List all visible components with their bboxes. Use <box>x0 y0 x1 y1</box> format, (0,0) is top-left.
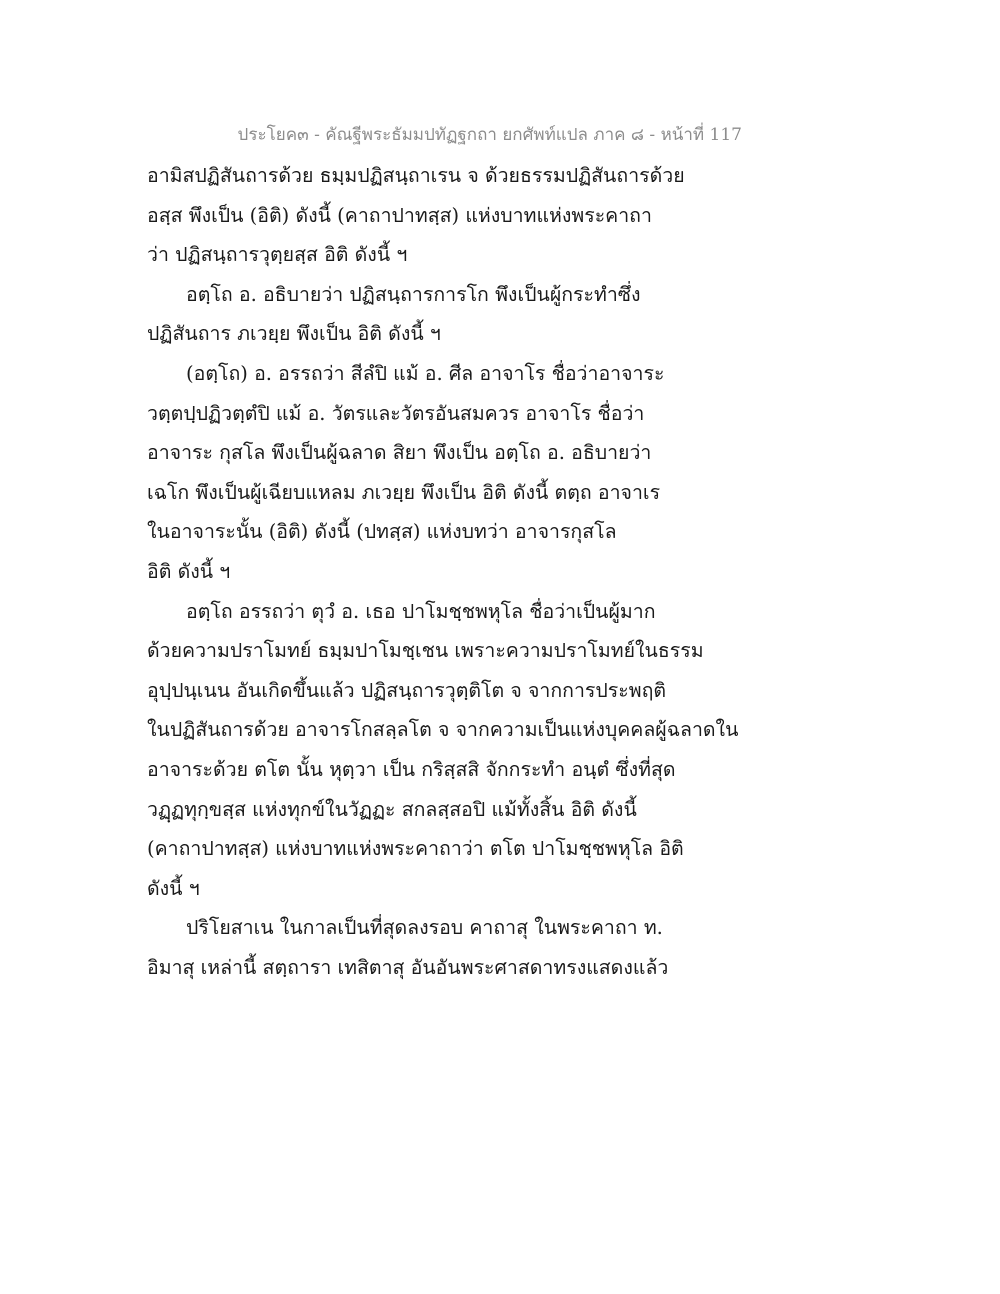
text-line: อสฺส พึงเป็น (อิติ) ดังนี้ (คาถาปาทสฺส) แห่งบาทแห่งพระคาถา <box>147 203 652 227</box>
running-header: ประโยค๓ - คัณฐีพระธัมมปทัฏฐกถา ยกศัพท์แปล ภาค ๘ - หน้าที่ 117 <box>237 125 742 145</box>
text-line: วฏฺฏทุกฺขสฺส แห่งทุกข์ในวัฏฏะ สกลสฺสอปิ แม้ทั้งสิ้น อิติ ดังนี้ <box>147 797 637 821</box>
text-line: อิติ ดังนี้ ฯ <box>147 559 231 583</box>
text-line: ในปฏิสันถารด้วย อาจารโกสลฺลโต จ จากความเป็นแห่งบุคคลผู้ฉลาดใน <box>147 718 739 742</box>
text-line: ปฏิสันถาร ภเวยฺย พึงเป็น อิติ ดังนี้ ฯ <box>147 322 441 346</box>
paragraph-first-line: (อตฺโถ) อ. อรรถว่า สีลํปิ แม้ อ. ศีล อาจาโร ชื่อว่าอาจาระ <box>186 361 665 385</box>
text-line: เฉโก พึงเป็นผู้เฉียบแหลม ภเวยฺย พึงเป็น อิติ ดังนี้ ตตฺถ อาจาเร <box>147 480 661 504</box>
text-line: อาจาระด้วย ตโต นั้น หุตฺวา เป็น กริสฺสสิ จักกระทำ อนฺตํ ซึ่งที่สุด <box>147 757 676 781</box>
text-line: (คาถาปาทสฺส) แห่งบาทแห่งพระคาถาว่า ตโต ปาโมชฺชพหุโล อิติ <box>147 837 684 861</box>
text-line: ว่า ปฏิสนฺถารวุตฺยสฺส อิติ ดังนี้ ฯ <box>147 243 408 267</box>
text-line: ดังนี้ ฯ <box>147 876 200 900</box>
paragraph-first-line: อตฺโถ อรรถว่า ตุวํ อ. เธอ ปาโมชฺชพหุโล ชื่อว่าเป็นผู้มาก <box>186 599 656 623</box>
paragraph-first-line: ปริโยสาเน ในกาลเป็นที่สุดลงรอบ คาถาสุ ในพระคาถา ท. <box>186 916 663 940</box>
text-line: ในอาจาระนั้น (อิติ) ดังนี้ (ปทสฺส) แห่งบทว่า อาจารกุสโล <box>147 520 617 544</box>
text-line: อุปฺปนฺเนน อันเกิดขึ้นแล้ว ปฏิสนฺถารวุตฺติโต จ จากการประพฤติ <box>147 678 667 702</box>
body-text <box>147 156 737 987</box>
text-line: อาจาระ กุสโล พึงเป็นผู้ฉลาด สิยา พึงเป็น อตฺโถ อ. อธิบายว่า <box>147 441 652 465</box>
text-line: ด้วยความปราโมทย์ ธมฺมปาโมชฺเชน เพราะความปราโมทย์ในธรรม <box>147 639 704 663</box>
text-line: อามิสปฏิสันถารด้วย ธมฺมปฏิสนฺถาเรน จ ด้วยธรรมปฏิสันถารด้วย <box>147 164 685 187</box>
paragraph-first-line: อตฺโถ อ. อธิบายว่า ปฏิสนฺถารการโก พึงเป็นผู้กระทำซึ่ง <box>186 282 641 306</box>
text-line: อิมาสุ เหล่านี้ สตฺถารา เทสิตาสุ อันอันพระศาสดาทรงแสดงแล้ว <box>147 955 669 979</box>
text-line: วตฺตปฺปฏิวตฺตํปิ แม้ อ. วัตรและวัตรอันสมควร อาจาโร ชื่อว่า <box>147 401 645 425</box>
